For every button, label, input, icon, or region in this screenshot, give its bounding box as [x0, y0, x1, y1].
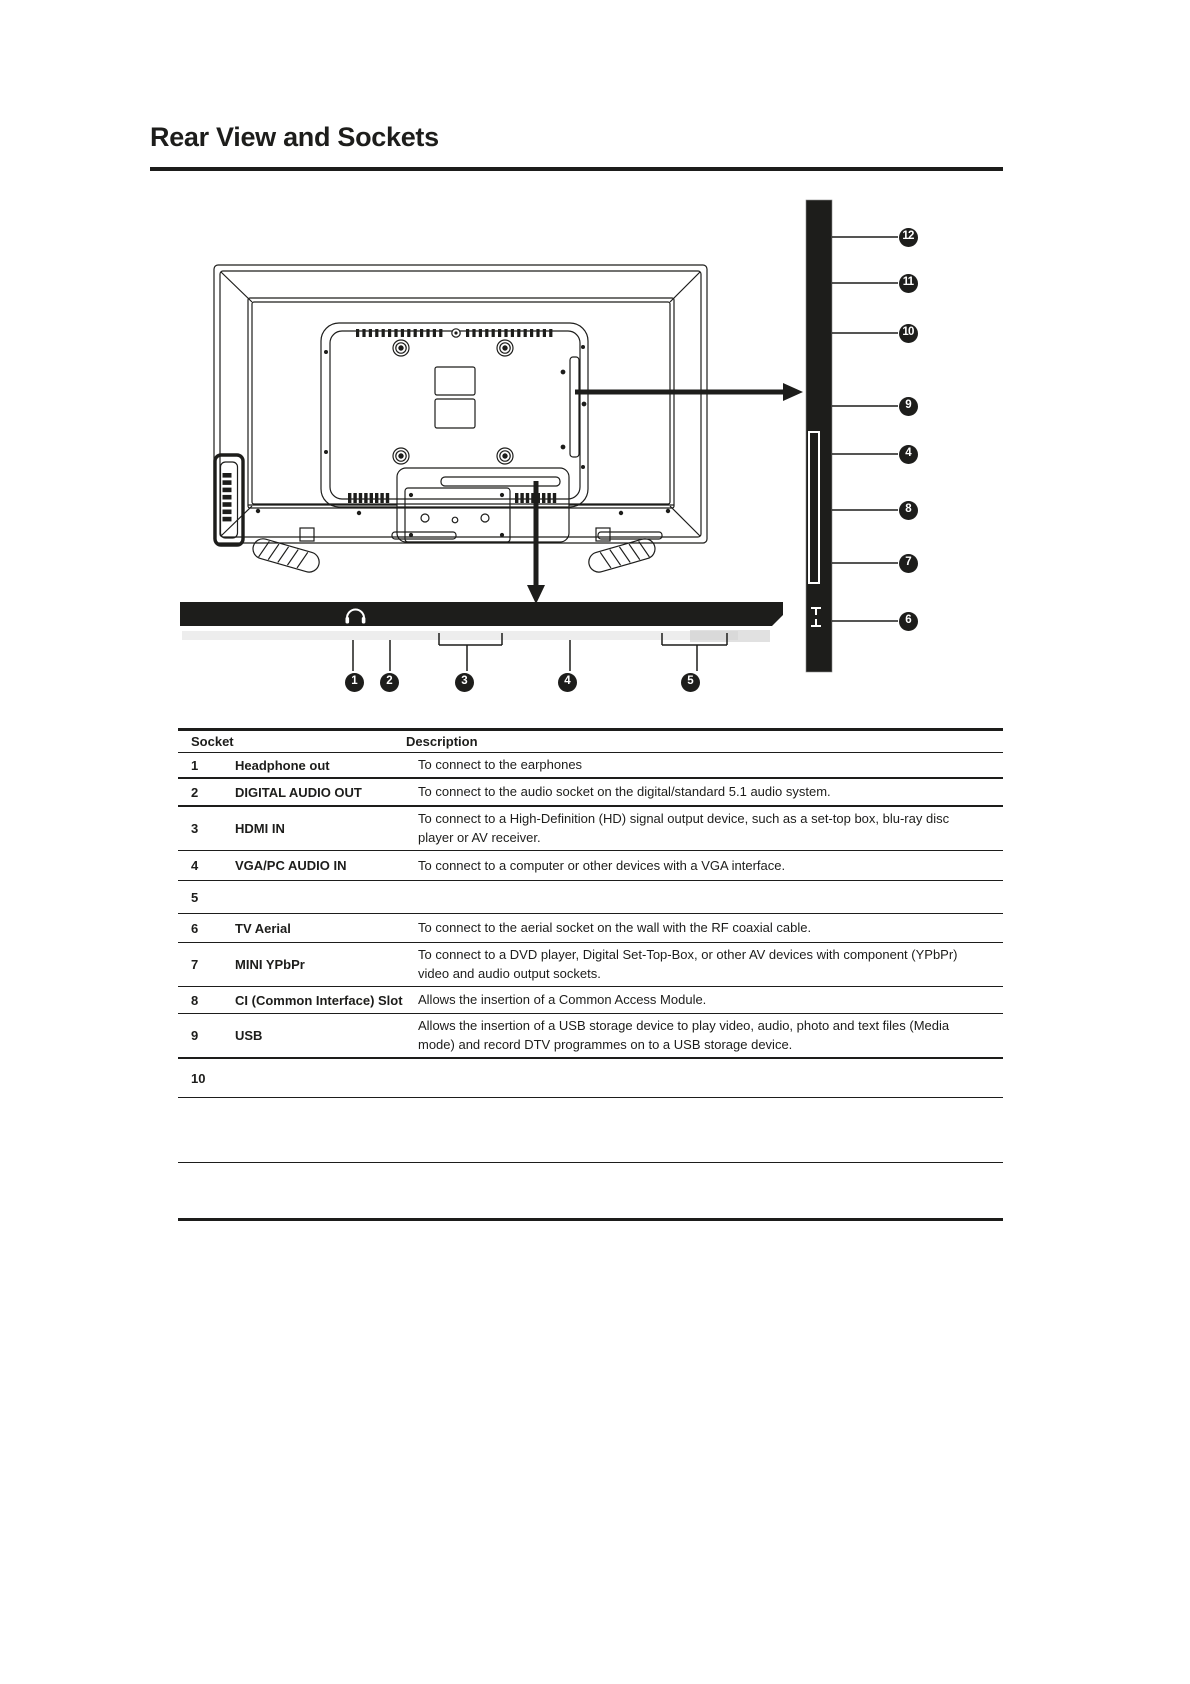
socket-name: HDMI IN	[235, 821, 285, 837]
callout-badge-4: 4	[558, 673, 577, 692]
row-number: 6	[191, 920, 199, 936]
side-panel-bar	[806, 200, 832, 672]
row-number: 3	[191, 821, 199, 837]
callout-badge-2: 2	[380, 673, 399, 692]
table-row	[178, 807, 1003, 851]
table-header-row	[178, 731, 1003, 753]
row-number: 10	[191, 1070, 206, 1086]
socket-name: CI (Common Interface) Slot	[235, 992, 403, 1008]
vesa-screws	[393, 340, 513, 464]
socket-description	[418, 894, 1003, 900]
print-artifact	[690, 630, 770, 642]
callout-badge-3: 3	[455, 673, 474, 692]
row-number: 1	[191, 757, 199, 773]
socket-description: To connect to a computer or other devices with a VGA interface.	[418, 857, 786, 873]
socket-description: Allows the insertion of a USB storage device to play video, audio, photo and text files (Media mode) and record DTV programmes on to a USB storage device.	[418, 1018, 950, 1052]
socket-description: To connect to a DVD player, Digital Set-Top-Box, or other AV devices with component (YPbPr) video and audio output sockets.	[418, 947, 958, 981]
socket-description: To connect to the audio socket on the digital/standard 5.1 audio system.	[418, 784, 831, 800]
panel-screws	[256, 345, 670, 515]
table-row	[178, 851, 1003, 881]
scart-connector	[215, 455, 243, 545]
socket-name: DIGITAL AUDIO OUT	[235, 784, 362, 800]
callout-badge-6: 6	[899, 612, 918, 631]
side-sockets-arrow	[575, 383, 803, 401]
socket-name: Headphone out	[235, 757, 330, 773]
row-number: 5	[191, 889, 199, 905]
row-number: 9	[191, 1028, 199, 1044]
table-row	[178, 753, 1003, 779]
callout-badge-8: 8	[899, 501, 918, 520]
label-plates	[435, 367, 475, 428]
callout-badge-5: 5	[681, 673, 700, 692]
callout-badge-1: 1	[345, 673, 364, 692]
stand-feet	[251, 528, 658, 574]
callout-badge-4: 4	[899, 445, 918, 464]
table-row	[178, 1059, 1003, 1098]
socket-description: To connect to a High-Definition (HD) signal output device, such as a set-top box, blu-ray disc player or AV receiver.	[418, 811, 950, 845]
table-row	[178, 1014, 1003, 1059]
socket-description: To connect to the earphones	[418, 757, 583, 772]
print-artifact	[182, 631, 738, 640]
socket-description	[418, 1188, 1003, 1194]
bottom-socket-bay	[397, 468, 569, 542]
side-socket-slot	[561, 357, 586, 457]
column-header-socket: Socket	[191, 734, 234, 749]
table-row	[178, 943, 1003, 987]
bottom-vents	[348, 493, 556, 503]
table-row	[178, 914, 1003, 943]
socket-description: To connect to the aerial socket on the wall with the RF coaxial cable.	[418, 920, 812, 936]
tv-rear-diagram	[0, 0, 1190, 722]
socket-description: Allows the insertion of a Common Access Module.	[418, 992, 707, 1008]
socket-table	[178, 728, 1003, 1221]
row-number: 7	[191, 957, 199, 973]
row-number: 4	[191, 858, 199, 874]
table-row	[178, 987, 1003, 1014]
table-row	[178, 1163, 1003, 1218]
callout-badge-10: 10	[899, 324, 918, 343]
rear-view-diagram	[0, 0, 1190, 722]
callout-badge-11: 11	[899, 274, 918, 293]
table-row	[178, 779, 1003, 807]
table-row	[178, 1098, 1003, 1163]
callout-badge-12: 12	[899, 228, 918, 247]
bottom-panel-bar	[180, 602, 783, 642]
socket-name: TV Aerial	[235, 920, 291, 936]
callout-badge-9: 9	[899, 397, 918, 416]
socket-description	[418, 1075, 1003, 1081]
socket-name: VGA/PC AUDIO IN	[235, 858, 347, 874]
callout-badge-7: 7	[899, 554, 918, 573]
socket-name: MINI YPbPr	[235, 957, 305, 973]
table-row	[178, 881, 1003, 914]
socket-description	[418, 1127, 1003, 1133]
back-panel	[321, 323, 588, 507]
row-number: 8	[191, 992, 199, 1008]
row-number: 2	[191, 784, 199, 800]
page-title: Rear View and Sockets	[150, 122, 439, 152]
column-header-description: Description	[406, 734, 478, 749]
socket-name: USB	[235, 1028, 263, 1044]
tv-outline	[214, 265, 707, 543]
